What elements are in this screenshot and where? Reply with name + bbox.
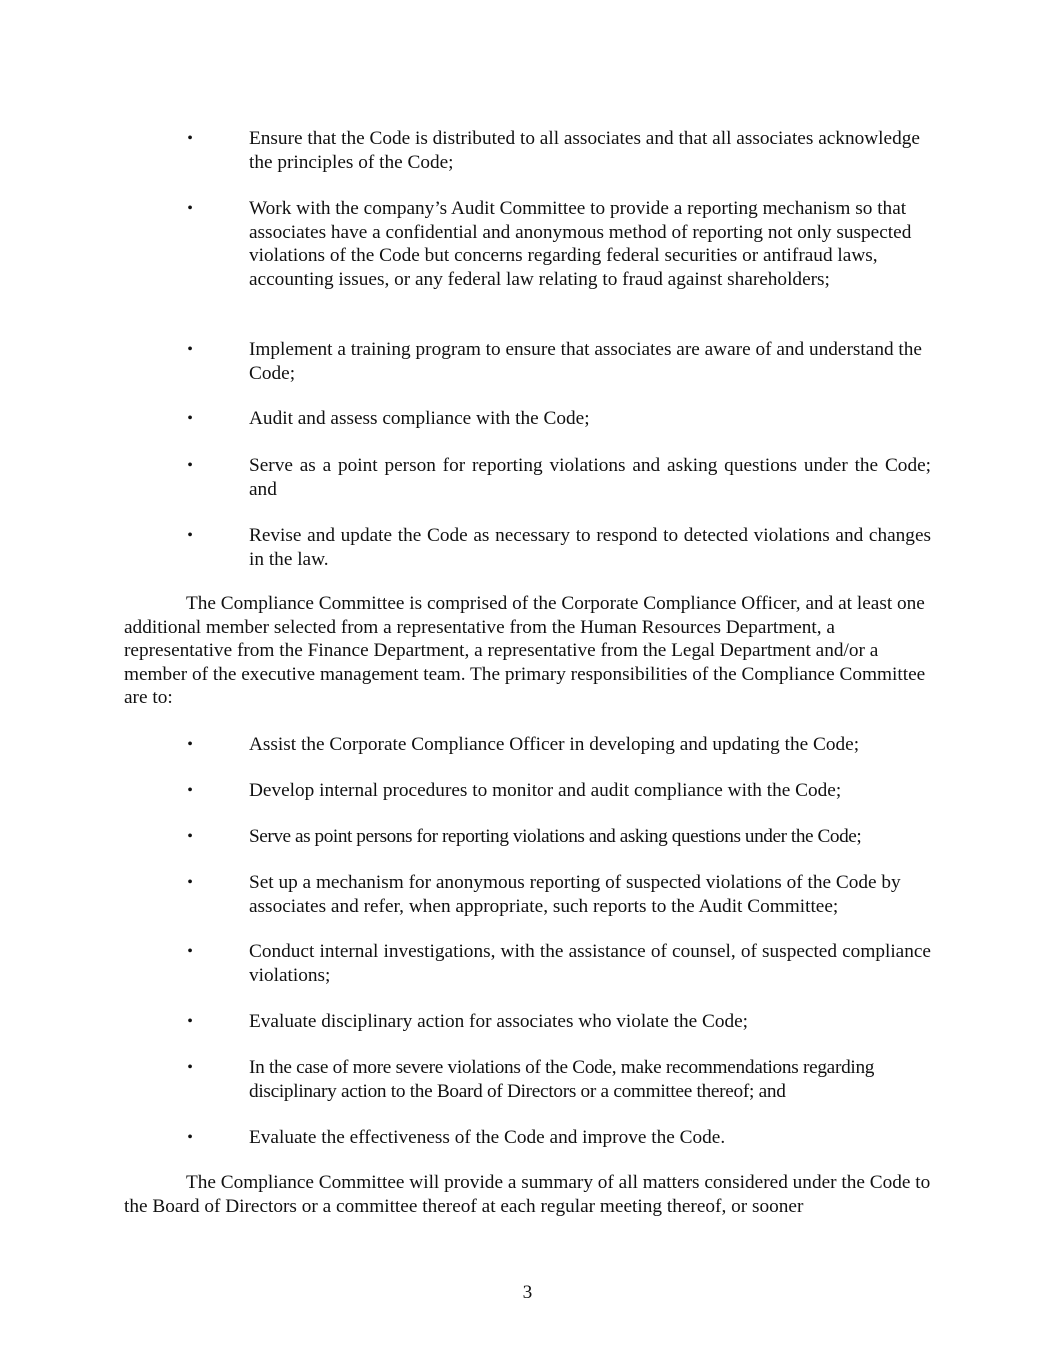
list-item-text: Ensure that the Code is distributed to all associates and that all associates acknowledge the principles of the Code;: [249, 128, 920, 173]
list-item: [0, 1126, 1055, 1150]
list-item-text: Assist the Corporate Compliance Officer in developing and updating the Code;: [249, 734, 860, 755]
bullet-icon: •: [187, 130, 193, 147]
body-paragraph: The Compliance Committee is comprised of the Corporate Compliance Officer, and at least one additional member selected from a representative from the Human Resources Department, a representative from the Finance Department, a representative from the Legal Department and/or a member of the executive management team. The primary responsibilities of the Compliance Committee are to:: [124, 593, 926, 709]
list-item: [0, 779, 1055, 803]
list-item: [0, 407, 1055, 431]
list-item-text: Implement a training program to ensure that associates are aware of and understand the Code;: [249, 339, 922, 384]
list-item: [0, 127, 1055, 174]
list-item: [0, 524, 1055, 571]
bullet-icon: •: [187, 1013, 193, 1030]
bullet-icon: •: [187, 736, 193, 753]
list-item-text: Evaluate disciplinary action for associates who violate the Code;: [249, 1011, 749, 1032]
list-item: [0, 825, 1055, 849]
list-item-text: Audit and assess compliance with the Code;: [249, 408, 590, 429]
list-item-text: Serve as point persons for reporting violations and asking questions under the Code;: [249, 826, 862, 847]
list-item-text: Set up a mechanism for anonymous reporting of suspected violations of the Code by associates and refer, when appropriate, such reports to the Audit Committee;: [249, 872, 901, 917]
page-number: 3: [522, 1282, 533, 1303]
bullet-icon: •: [187, 828, 193, 845]
body-paragraph: The Compliance Committee will provide a summary of all matters considered under the Code to the Board of Directors or a committee thereof at each regular meeting thereof, or sooner: [124, 1172, 931, 1217]
list-item-text: Evaluate the effectiveness of the Code and improve the Code.: [249, 1127, 726, 1148]
bullet-icon: •: [187, 410, 193, 427]
list-item: [0, 197, 1055, 291]
bullet-icon: •: [187, 943, 193, 960]
bullet-icon: •: [187, 1059, 193, 1076]
list-item-text: In the case of more severe violations of the Code, make recommendations regarding disciplinary action to the Board of Directors or a committee thereof; and: [249, 1057, 875, 1102]
bullet-icon: •: [187, 782, 193, 799]
bullet-icon: •: [187, 527, 193, 544]
list-item: [0, 733, 1055, 757]
list-item-text: Conduct internal investigations, with the assistance of counsel, of suspected compliance violations;: [249, 941, 931, 986]
bullet-icon: •: [187, 457, 193, 474]
list-item: [0, 940, 1055, 987]
list-item: [0, 1056, 1055, 1103]
list-item-text: Develop internal procedures to monitor and audit compliance with the Code;: [249, 780, 842, 801]
list-item: [0, 871, 1055, 918]
list-item-text: Serve as a point person for reporting violations and asking questions under the Code; and: [249, 455, 931, 500]
bullet-icon: •: [187, 341, 193, 358]
list-item: [0, 1010, 1055, 1034]
list-item-text: Work with the company’s Audit Committee to provide a reporting mechanism so that associates have a confidential and anonymous method of reporting not only suspected violations of the Code but concerns regarding federal securities or antifraud laws, accounting issues, or any federal law relating to fraud against shareholders;: [249, 198, 912, 290]
list-item: [0, 338, 1055, 385]
list-item: [0, 454, 1055, 501]
bullet-icon: •: [187, 200, 193, 217]
bullet-icon: •: [187, 874, 193, 891]
bullet-icon: •: [187, 1129, 193, 1146]
list-item-text: Revise and update the Code as necessary to respond to detected violations and changes in the law.: [249, 525, 931, 570]
